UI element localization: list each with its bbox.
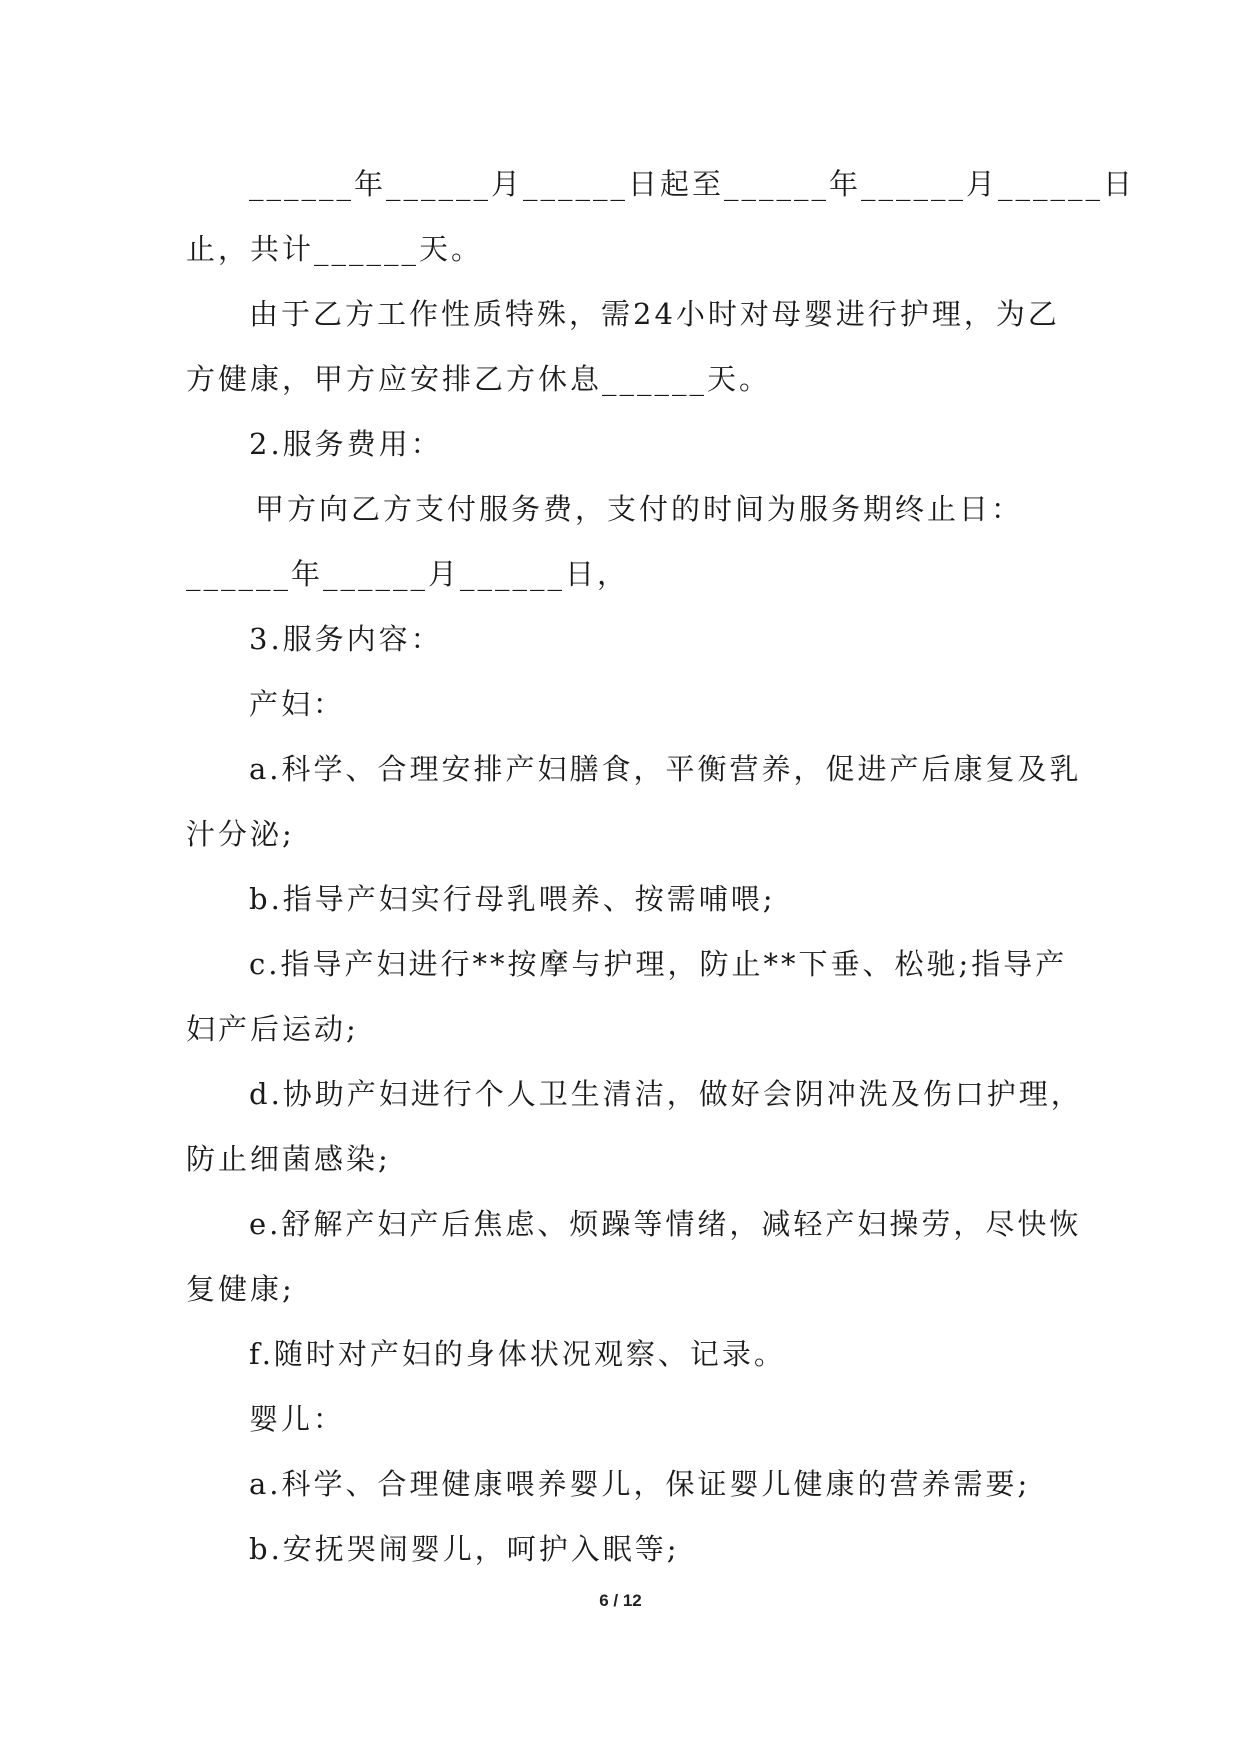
text-line: 汁分泌; [186, 817, 295, 851]
list-item: b.指导产妇实行母乳喂养、按需哺喂; [249, 882, 776, 916]
list-item: b.安抚哭闹婴儿，呵护入眠等; [249, 1532, 680, 1566]
list-item: a.科学、合理健康喂养婴儿，保证婴儿健康的营养需要; [249, 1467, 1031, 1501]
text-line: ______年______月______日， [186, 557, 630, 591]
text-line: 方健康，甲方应安排乙方休息______天。 [186, 362, 772, 396]
subsection-heading: 婴儿： [249, 1402, 346, 1436]
text-line: 止，共计______天。 [186, 232, 484, 266]
list-item: a.科学、合理安排产妇膳食，平衡营养，促进产后康复及乳 [249, 752, 1082, 786]
text-line: 妇产后运动; [186, 1012, 359, 1046]
list-item: e.舒解产妇产后焦虑、烦躁等情绪，减轻产妇操劳，尽快恢 [249, 1207, 1082, 1241]
text-line: 由于乙方工作性质特殊，需24小时对母婴进行护理，为乙 [249, 297, 1060, 331]
text-line: ______年______月______日起至______年______月______日 [249, 167, 1136, 201]
list-item: f.随时对产妇的身体状况观察、记录。 [249, 1337, 786, 1371]
page-number: 6 / 12 [599, 1591, 642, 1610]
text-line: 甲方向乙方支付服务费，支付的时间为服务期终止日： [255, 492, 1024, 526]
section-heading: 2.服务费用： [249, 427, 443, 461]
subsection-heading: 产妇： [249, 687, 346, 721]
list-item: c.指导产妇进行**按摩与护理，防止**下垂、松驰;指导产 [249, 947, 1068, 981]
text-line: 防止细菌感染; [186, 1142, 391, 1176]
list-item: d.协助产妇进行个人卫生清洁，做好会阴冲洗及伤口护理， [249, 1077, 1083, 1111]
section-heading: 3.服务内容： [249, 622, 443, 656]
text-line: 复健康; [186, 1272, 295, 1306]
